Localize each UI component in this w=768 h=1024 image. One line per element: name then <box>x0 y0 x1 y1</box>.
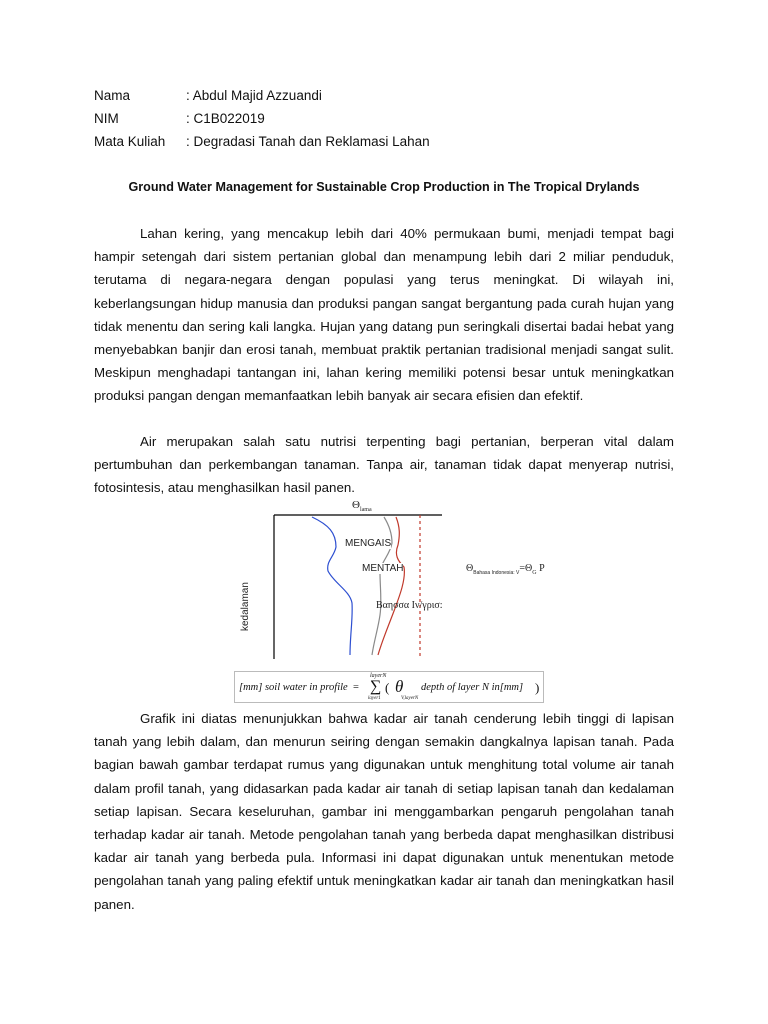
soil-profile-plot <box>234 499 564 669</box>
side-tail-sub: G <box>532 570 537 576</box>
formula-theta-sub: V,layerN <box>401 696 419 701</box>
meta-row-course <box>94 134 430 150</box>
formula-lhs: [mm] soil water in profile <box>239 682 348 693</box>
formula-sum-top: layerN <box>370 673 387 679</box>
formula-sum-bottom: layer1 <box>368 696 381 701</box>
figure-top-theta: Θ <box>352 499 360 511</box>
soil-water-figure <box>234 499 564 704</box>
curve-label-mengais: MENGAIS <box>345 538 392 549</box>
meta-value-name: : Abdul Majid Azzuandi <box>186 88 322 103</box>
figure-side-label <box>466 563 545 576</box>
meta-value-nim: : C1B022019 <box>186 111 265 126</box>
side-theta: Θ <box>466 563 474 574</box>
curve-label-greek: Βαησσα Ιν/γρισ: <box>376 600 443 611</box>
soil-water-formula <box>234 671 544 703</box>
meta-value-course: : Degradasi Tanah dan Reklamasi Lahan <box>186 134 430 149</box>
side-end: P <box>536 563 545 574</box>
figure-top-label <box>352 499 372 513</box>
meta-row-name <box>94 88 322 104</box>
formula-theta: θ <box>395 677 404 696</box>
curve-label-mentah: MENTAH <box>362 563 404 574</box>
meta-row-nim <box>94 111 265 127</box>
paragraph-3: Grafik ini diatas menunjukkan bahwa kadar air tanah cenderung lebih tinggi di lapisan tanah yang lebih dalam, dan menurun seiring dengan semakin dangkalnya lapisan tanah. Pada bagian bawah gambar terdapat rumus yang digunakan untuk menghitung total volume air tanah dalam profil tanah, yang didasarkan pada kadar air tanah di setiap lapisan tanah dan kedalaman setiap lapisan. Secara keseluruhan, gambar ini menggambarkan pengaruh pengolahan tanah terhadap kadar air tanah. Metode pengolahan tanah yang berbeda dapat menghasilkan distribusi kadar air tanah yang berbeda pula. Informasi ini dapat digunakan untuk menentukan metode pengolahan tanah yang paling efektif untuk meningkatkan kadar air tanah dan meningkatkan hasil panen. <box>94 711 674 912</box>
side-sub: Bahasa Indonesia: V <box>473 570 520 576</box>
formula-sum: ∑ <box>370 678 382 695</box>
document-title: Ground Water Management for Sustainable Crop Production in The Tropical Drylands <box>128 180 640 194</box>
figure-top-sub: lama <box>359 507 372 514</box>
meta-key-nim: NIM <box>94 111 119 126</box>
figure-y-label: kedalaman <box>240 582 251 631</box>
formula-equals: = <box>353 682 359 693</box>
side-tail: =Θ <box>519 563 533 574</box>
formula-close-paren: ) <box>535 680 540 695</box>
formula-open-paren: ( <box>385 680 390 695</box>
paragraph-1: Lahan kering, yang mencakup lebih dari 40% permukaan bumi, menjadi tempat bagi hampir setengah dari sistem pertanian global dan menampung lebih dari 2 miliar penduduk, terutama di negara-negara dengan populasi yang terus meningkat. Di wilayah ini, keberlangsungan hidup manusia dan produksi pangan sangat bergantung pada curah hujan yang tidak menentu dan sering kali langka. Hujan yang datang pun seringkali disertai badai hebat yang menyebabkan banjir dan erosi tanah, membuat praktik pertanian tradisional menjadi sangat sulit. Meskipun menghadapi tantangan ini, lahan kering memiliki potensi besar untuk meningkatkan produksi pangan dengan memanfaatkan lebih banyak air secara efisien dan efektif. <box>94 226 674 404</box>
formula-rhs: depth of layer N in[mm] <box>421 682 524 693</box>
paragraph-2: Air merupakan salah satu nutrisi terpenting bagi pertanian, berperan vital dalam pertumbuhan dan perkembangan tanaman. Tanpa air, tanaman tidak dapat menyerap nutrisi, fotosintesis, atau menghasilkan hasil panen. <box>94 434 674 496</box>
meta-key-course: Mata Kuliah <box>94 134 166 149</box>
meta-key-name: Nama <box>94 88 131 103</box>
